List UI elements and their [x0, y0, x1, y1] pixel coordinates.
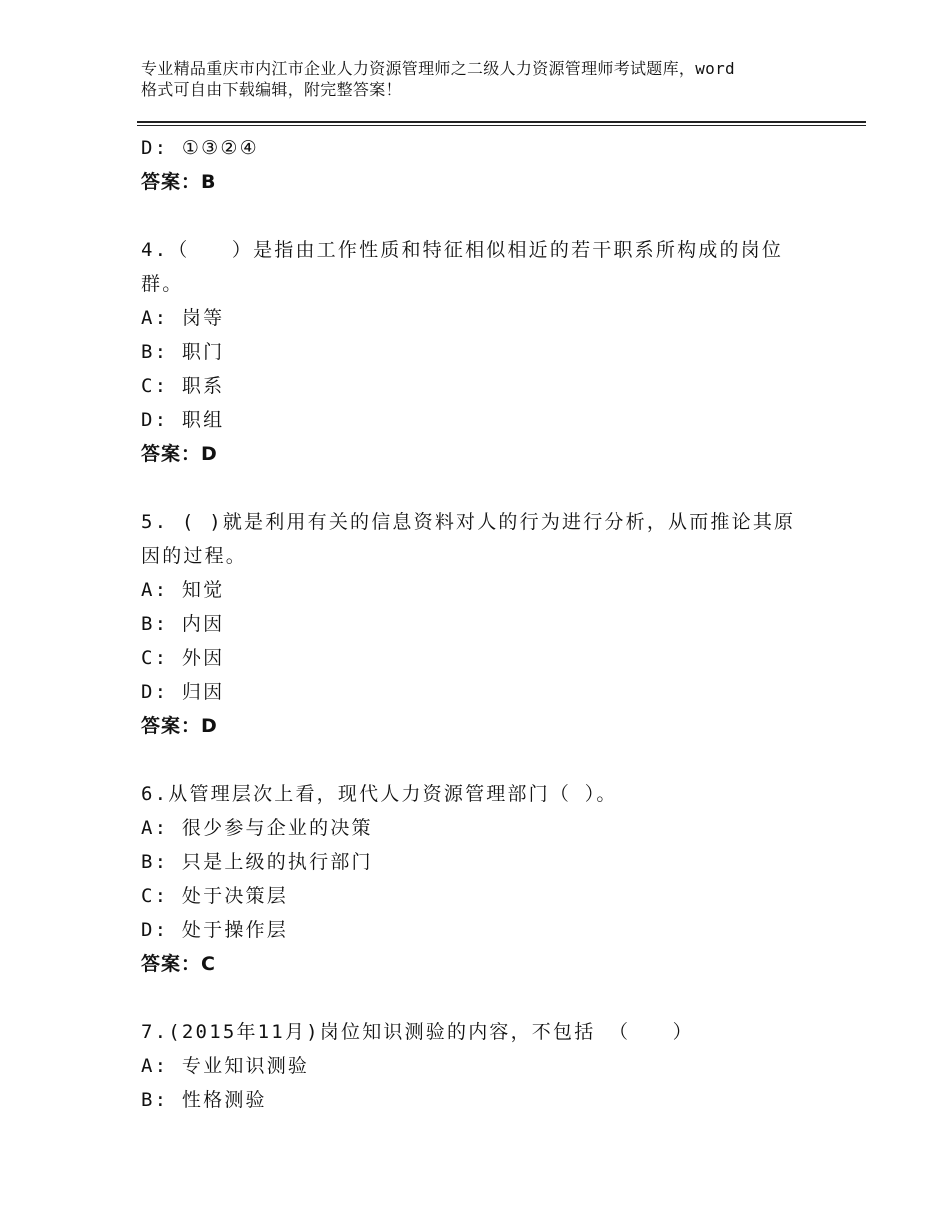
option-c: C: 处于决策层 — [141, 885, 288, 907]
option-b: B: 性格测验 — [141, 1089, 267, 1111]
header-line-1: 专业精品重庆市内江市企业人力资源管理师之二级人力资源管理师考试题库，word — [141, 59, 735, 78]
option-b: B: 内因 — [141, 613, 225, 635]
option-a: A: 岗等 — [141, 307, 225, 329]
question-list — [141, 131, 821, 1117]
spacer — [141, 471, 821, 505]
option-b: B: 只是上级的执行部门 — [141, 851, 373, 873]
answer-label: 答案：D — [141, 443, 218, 465]
option-c: C: 职系 — [141, 375, 225, 397]
question-5 — [141, 505, 821, 743]
question-stem-cont: 群。 — [141, 273, 184, 295]
option-d: D: 处于操作层 — [141, 919, 288, 941]
question-stem: 7.(2015年11月)岗位知识测验的内容，不包括 （ ） — [141, 1021, 694, 1043]
option-d: D: 职组 — [141, 409, 225, 431]
question-stem: 4.（ ）是指由工作性质和特征相似相近的若干职系所构成的岗位 — [141, 239, 784, 261]
question-4 — [141, 233, 821, 471]
spacer — [141, 199, 821, 233]
header-rule-thick — [137, 121, 866, 123]
spacer — [141, 981, 821, 1015]
header-line-2: 格式可自由下载编辑，附完整答案！ — [141, 80, 402, 99]
option-d: D: ①③②④ — [141, 137, 259, 159]
header-rule-thin — [137, 125, 866, 126]
question-stem: 6.从管理层次上看，现代人力资源管理部门（ ）。 — [141, 783, 618, 805]
answer-label: 答案：D — [141, 715, 218, 737]
question-stem-cont: 因的过程。 — [141, 545, 248, 567]
answer-label: 答案：C — [141, 953, 216, 975]
option-c: C: 外因 — [141, 647, 225, 669]
option-d: D: 归因 — [141, 681, 225, 703]
option-a: A: 知觉 — [141, 579, 225, 601]
option-a: A: 专业知识测验 — [141, 1055, 310, 1077]
spacer — [141, 743, 821, 777]
answer-label: 答案：B — [141, 171, 217, 193]
question-6 — [141, 777, 821, 981]
question-7 — [141, 1015, 821, 1117]
option-a: A: 很少参与企业的决策 — [141, 817, 373, 839]
document-header — [141, 58, 841, 100]
option-b: B: 职门 — [141, 341, 225, 363]
question-stem: 5. ( )就是利用有关的信息资料对人的行为进行分析，从而推论其原 — [141, 511, 796, 533]
